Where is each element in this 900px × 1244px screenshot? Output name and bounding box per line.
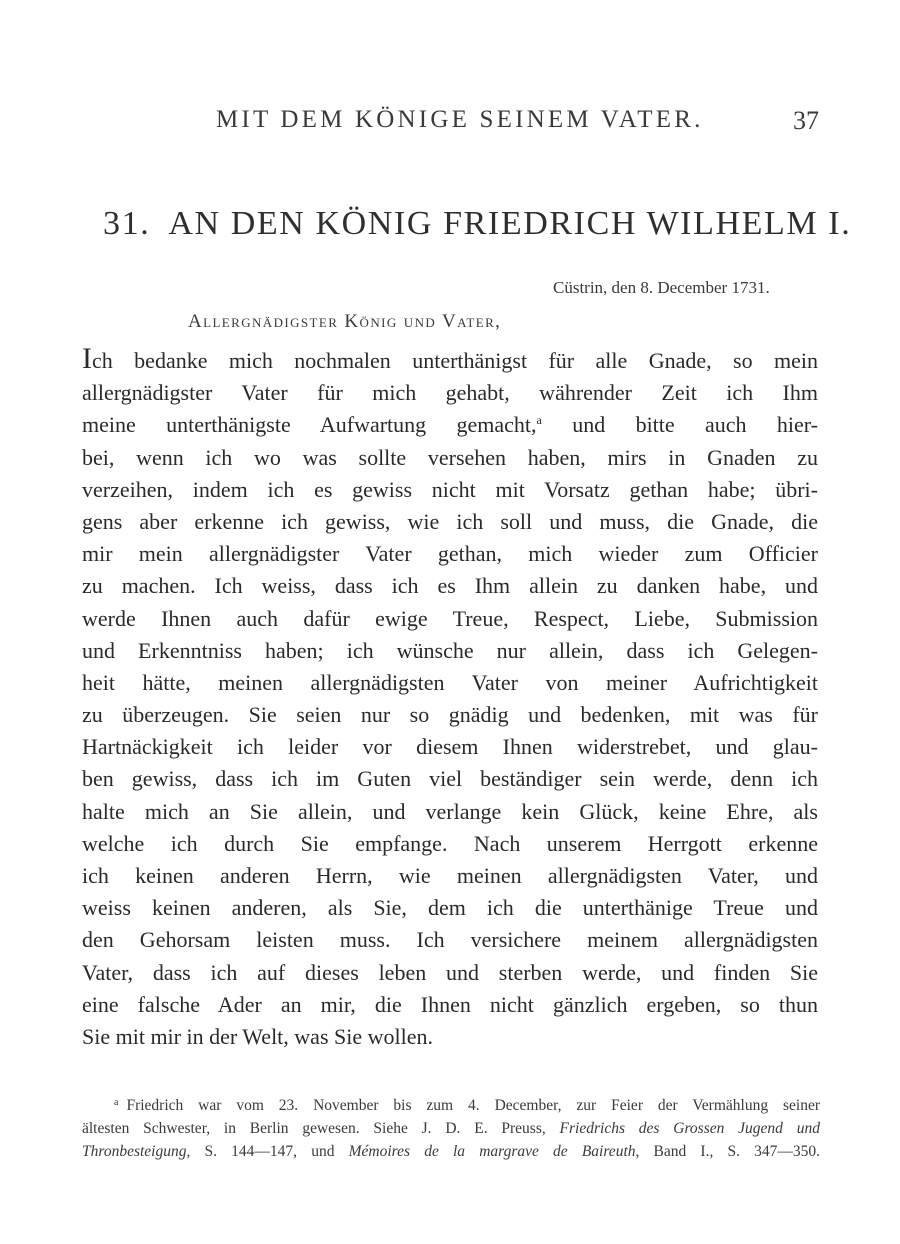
body-line: heit hätte, meinen allergnädigsten Vater von meiner Aufrichtigkeit: [82, 669, 818, 695]
running-head: [0, 106, 900, 142]
body-line: ben gewiss, dass ich im Guten viel beständiger sein werde, denn ich: [82, 766, 818, 792]
body-line: gens aber erkenne ich gewiss, wie ich soll und muss, die Gnade, die: [82, 508, 818, 534]
letter-number: 31.: [103, 205, 151, 242]
body-line: bei, wenn ich wo was sollte versehen haben, mirs in Gnaden zu: [82, 444, 818, 470]
page-number: 37: [793, 106, 819, 135]
letter-title: AN DEN KÖNIG FRIEDRICH WILHELM I.: [168, 205, 852, 242]
footnote-marker: a: [114, 1097, 119, 1108]
letter-body: [82, 342, 818, 1053]
body-line: Hartnäckigkeit ich leider vor diesem Ihnen widerstrebet, und glau-: [82, 734, 818, 760]
footnote-marker: a: [536, 413, 542, 428]
letter-heading: [103, 205, 851, 243]
body-line: meine unterthänigste Aufwartung gemacht,$^a$ und bitte auch hier-: [82, 412, 818, 438]
dateline: Cüstrin, den 8. December 1731.: [553, 278, 770, 297]
footnote-line: $^a$ Friedrich war vom 23. November bis zum 4. December, zur Feier der Vermählung seiner: [114, 1097, 820, 1114]
footnote-line: Thronbesteigung, S. 144—147, und Mémoires de la margrave de Baireuth, Band I., S. 347—350.: [82, 1143, 821, 1160]
body-line: welche ich durch Sie empfange. Nach unserem Herrgott erkenne: [82, 830, 818, 856]
running-title: MIT DEM KÖNIGE SEINEM VATER.: [216, 106, 704, 133]
drop-cap: I: [82, 342, 92, 375]
body-line: halte mich an Sie allein, und verlange kein Glück, keine Ehre, als: [82, 798, 818, 824]
body-line: zu machen. Ich weiss, dass ich es Ihm allein zu danken habe, und: [82, 573, 818, 599]
body-line: Sie mit mir in der Welt, was Sie wollen.: [82, 1023, 434, 1049]
body-line: zu überzeugen. Sie seien nur so gnädig und bedenken, mit was für: [82, 702, 818, 728]
footnote: [82, 1094, 820, 1163]
body-line: werde Ihnen auch dafür ewige Treue, Respect, Liebe, Submission: [82, 605, 818, 631]
body-line: verzeihen, indem ich es gewiss nicht mit Vorsatz gethan habe; übri-: [82, 476, 818, 502]
body-line: allergnädigster Vater für mich gehabt, währender Zeit ich Ihm: [82, 380, 818, 406]
body-line: den Gehorsam leisten muss. Ich versichere meinem allergnädigsten: [82, 927, 818, 953]
footnote-line: ältesten Schwester, in Berlin gewesen. Siehe J. D. E. Preuss, Friedrichs des Grossen Jugend und: [82, 1120, 820, 1137]
body-line: mir mein allergnädigster Vater gethan, mich wieder zum Officier: [82, 541, 818, 567]
book-title: Thronbesteigung: [82, 1143, 187, 1160]
book-title: Mémoires de la margrave de Baireuth: [348, 1143, 636, 1160]
body-line: Vater, dass ich auf dieses leben und sterben werde, und finden Sie: [82, 959, 818, 985]
body-line: Ich bedanke mich nochmalen unterthänigst für alle Gnade, so mein: [82, 342, 818, 375]
book-title: Friedrichs des Grossen Jugend und: [559, 1120, 820, 1137]
salutation: Allergnädigster König und Vater,: [188, 311, 502, 332]
body-line: eine falsche Ader an mir, die Ihnen nicht gänzlich ergeben, so thun: [82, 991, 818, 1017]
body-line: und Erkenntniss haben; ich wünsche nur allein, dass ich Gelegen-: [82, 637, 818, 663]
body-line: ich keinen anderen Herrn, wie meinen allergnädigsten Vater, und: [82, 863, 818, 888]
body-line: weiss keinen anderen, als Sie, dem ich die unterthänige Treue und: [82, 895, 818, 921]
